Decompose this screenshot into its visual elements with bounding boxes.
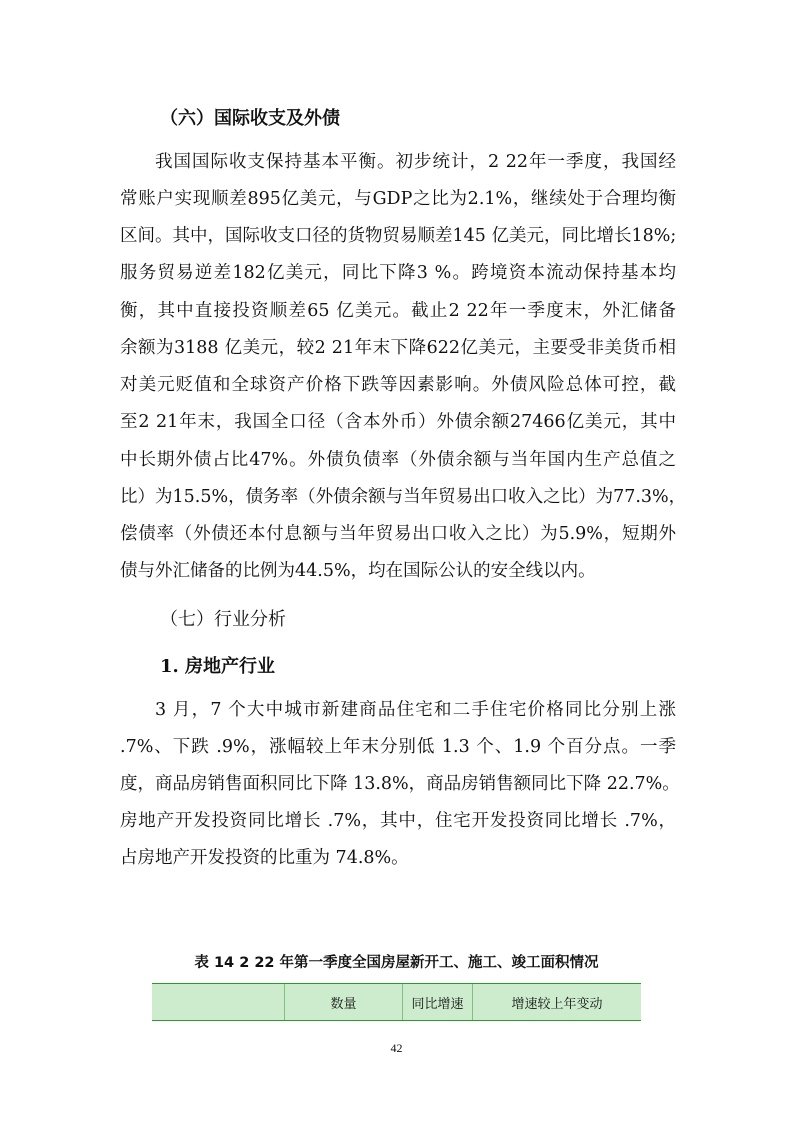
paragraph-line: 偿债率（外债还本付息额与当年贸易出口收入之比）为5.9%，短期外 xyxy=(120,524,676,544)
paragraph-line: 衡，其中直接投资顺差65 亿美元。截止2 22年一季度末，外汇储备 xyxy=(120,301,676,321)
table-title: 表 14 2 22 年第一季度全国房屋新开工、施工、竣工面积情况 xyxy=(194,955,599,971)
paragraph-line: .7%、下跌 .9%，涨幅较上年末分别低 1.3 个、1.9 个百分点。一季 xyxy=(120,737,676,757)
paragraph-line: 中长期外债占比47%。外债负债率（外债余额与当年国内生产总值之 xyxy=(120,450,676,470)
table-header-cell: 同比增速 xyxy=(403,984,473,1020)
paragraph-line: 余额为3188 亿美元，较2 21年末下降622亿美元，主要受非美货币相 xyxy=(120,338,676,358)
paragraph-line: 债与外汇储备的比例为44.5%，均在国际公认的安全线以内。 xyxy=(120,561,596,581)
table-header-cell: 增速较上年变动 xyxy=(511,996,603,1012)
table-header-cell: 数量 xyxy=(285,984,403,1020)
paragraph-line: 房地产开发投资同比增长 .7%，其中，住宅开发投资同比增长 .7%， xyxy=(120,811,676,831)
paragraph-line: 度，商品房销售面积同比下降 13.8%，商品房销售额同比下降 22.7%。 xyxy=(120,774,680,794)
page-number: 42 xyxy=(390,1041,403,1055)
sub-heading-real-estate: 1. 房地产行业 xyxy=(160,656,276,677)
paragraph-line: 常账户实现顺差895亿美元，与GDP之比为2.1%，继续处于合理均衡 xyxy=(120,189,676,209)
paragraph-line: 至2 21年末，我国全口径（含本外币）外债余额27466亿美元，其中 xyxy=(120,412,676,432)
paragraph-line: 服务贸易逆差182亿美元，同比下降3 %。跨境资本流动保持基本均 xyxy=(120,263,676,283)
table-header-row xyxy=(152,983,641,1021)
paragraph-line: 区间。其中，国际收支口径的货物贸易顺差145 亿美元，同比增长18%; xyxy=(120,226,677,246)
section-heading-7: （七）行业分析 xyxy=(160,609,286,630)
paragraph-line: 比）为15.5%，债务率（外债余额与当年贸易出口收入之比）为77.3%， xyxy=(120,487,687,507)
section-heading-6: （六）国际收支及外债 xyxy=(160,108,340,129)
paragraph-line: 我国国际收支保持基本平衡。初步统计，2 22年一季度，我国经 xyxy=(155,152,676,172)
paragraph-line: 占房地产开发投资的比重为 74.8%。 xyxy=(120,848,409,868)
paragraph-line: 3 月，7 个大中城市新建商品住宅和二手住宅价格同比分别上涨 xyxy=(155,700,676,720)
table-header-cell xyxy=(152,984,285,1020)
paragraph-line: 对美元贬值和全球资产价格下跌等因素影响。外债风险总体可控，截 xyxy=(120,375,676,395)
